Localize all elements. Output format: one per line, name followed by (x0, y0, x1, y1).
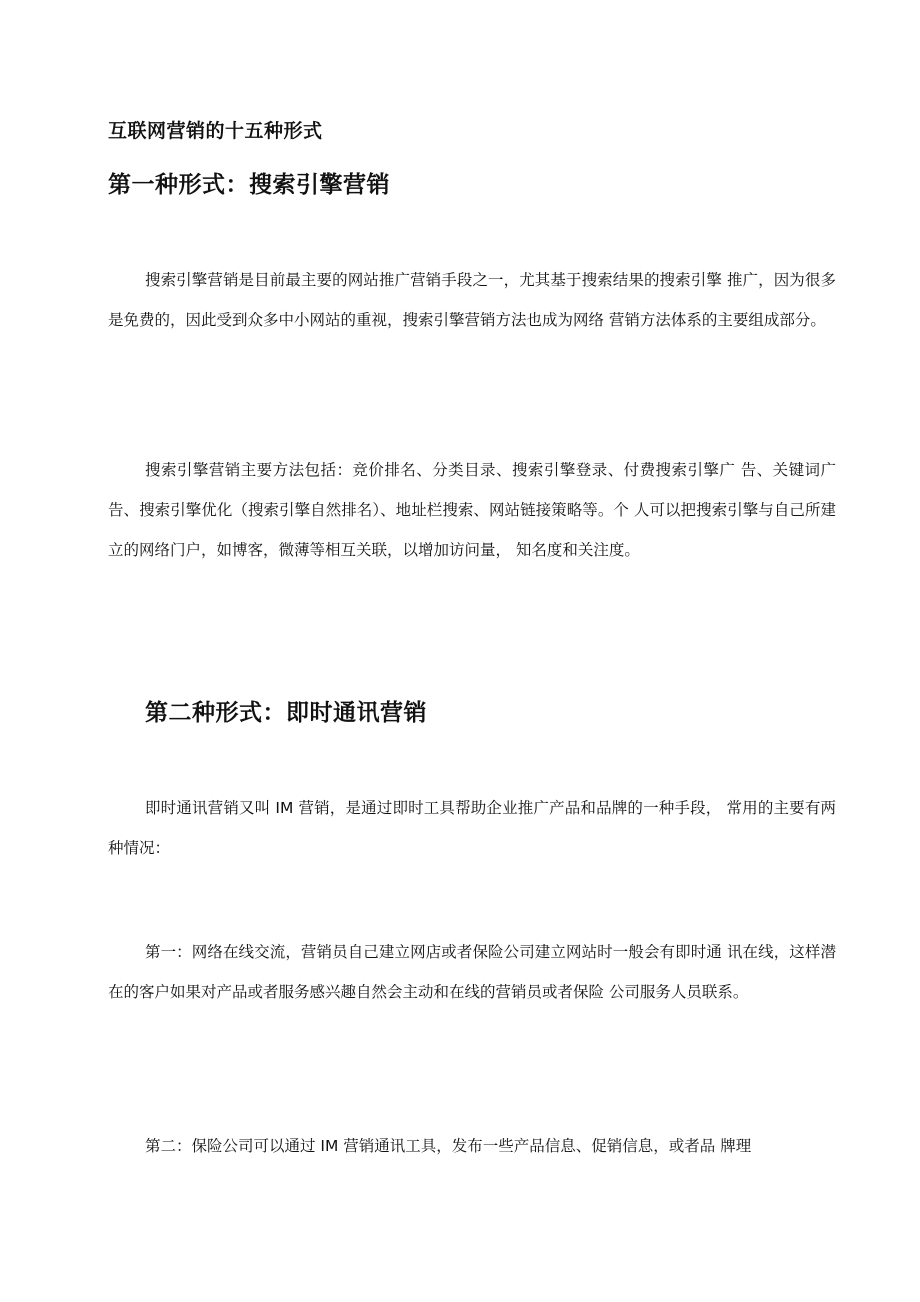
section-heading-search-engine: 第一种形式：搜索引擎营销 (108, 172, 390, 198)
paragraph: 第一：网络在线交流，营销员自己建立网店或者保险公司建立网站时一般会有即时通 讯在线，这样潜在的客户如果对产品或者服务感兴趣自然会主动和在线的营销员或者保险 公司服务人员联系。 (108, 943, 836, 1001)
section-heading-instant-messaging: 第二种形式：即时通讯营销 (145, 700, 427, 726)
paragraph: 搜索引擎营销主要方法包括：竞价排名、分类目录、搜索引擎登录、付费搜索引擎广 告、关键词广告、搜索引擎优化（搜索引擎自然排名）、地址栏搜索、网站链接策略等。个 人可以把搜索引擎与自己所建立的网络门户，如博客，微薄等相互关联，以增加访问量， 知名度和关注度。 (108, 461, 836, 559)
paragraph: 第二：保险公司可以通过 IM 营销通讯工具，发布一些产品信息、促销信息，或者品 牌理 (145, 1137, 752, 1155)
paragraph: 即时通讯营销又叫 IM 营销，是通过即时工具帮助企业推广产品和品牌的一种手段， 常用的主要有两种情况： (108, 799, 836, 857)
paragraph: 搜索引擎营销是目前最主要的网站推广营销手段之一，尤其基于搜索结果的搜索引擎 推广，因为很多是免费的，因此受到众多中小网站的重视，搜索引擎营销方法也成为网络 营销方法体系的主要组成部分。 (108, 271, 836, 329)
document-title: 互联网营销的十五种形式 (108, 120, 323, 142)
